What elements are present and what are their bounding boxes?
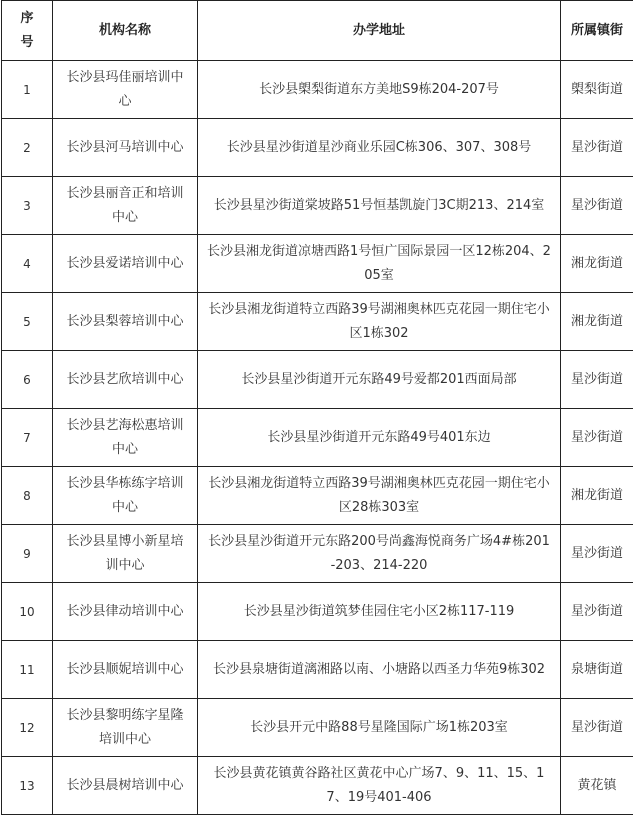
row-address: 长沙县星沙街道开元东路49号401东边 (198, 409, 561, 467)
row-address: 长沙县星沙街道开元东路49号爱都201西面局部 (198, 351, 561, 409)
row-address: 长沙县湘龙街道特立西路39号湖湘奥林匹克花园一期住宅小区28栋303室 (198, 467, 561, 525)
header-street: 所属镇街 (561, 1, 633, 61)
row-address: 长沙县黄花镇黄谷路社区黄花中心广场7、9、11、15、17、19号401-406 (198, 757, 561, 815)
row-index: 7 (2, 409, 53, 467)
header-address: 办学地址 (198, 1, 561, 61)
row-index: 11 (2, 641, 53, 699)
row-address: 长沙县星沙街道开元东路200号尚鑫海悦商务广场4#栋201-203、214-220 (198, 525, 561, 583)
table-row (2, 525, 633, 583)
row-street: 黄花镇 (561, 757, 633, 815)
row-street: 星沙街道 (561, 699, 633, 757)
row-name: 长沙县丽音正和培训中心 (53, 177, 198, 235)
row-name: 长沙县黎明练字星隆培训中心 (53, 699, 198, 757)
table-row (2, 293, 633, 351)
table-row (2, 119, 633, 177)
table-row (2, 409, 633, 467)
row-name: 长沙县梨蓉培训中心 (53, 293, 198, 351)
row-name: 长沙县律动培训中心 (53, 583, 198, 641)
row-address: 长沙县开元中路88号星隆国际广场1栋203室 (198, 699, 561, 757)
row-street: 湘龙街道 (561, 235, 633, 293)
row-name: 长沙县顺妮培训中心 (53, 641, 198, 699)
table-row (2, 351, 633, 409)
table-header-row (2, 1, 633, 61)
row-index: 9 (2, 525, 53, 583)
row-street: 湘龙街道 (561, 293, 633, 351)
row-name: 长沙县晨树培训中心 (53, 757, 198, 815)
header-index: 序号 (2, 1, 53, 61)
row-address: 长沙县星沙街道棠坡路51号恒基凯旋门3C期213、214室 (198, 177, 561, 235)
header-name: 机构名称 (53, 1, 198, 61)
row-address: 长沙县㮾梨街道东方美地S9栋204-207号 (198, 61, 561, 119)
table-row (2, 61, 633, 119)
institutions-table (1, 0, 633, 815)
table-row (2, 583, 633, 641)
table-row (2, 699, 633, 757)
row-street: 㮾梨街道 (561, 61, 633, 119)
row-address: 长沙县星沙街道筑梦佳园住宅小区2栋117-119 (198, 583, 561, 641)
row-index: 2 (2, 119, 53, 177)
row-name: 长沙县爱诺培训中心 (53, 235, 198, 293)
row-index: 1 (2, 61, 53, 119)
row-street: 星沙街道 (561, 177, 633, 235)
row-index: 3 (2, 177, 53, 235)
row-index: 6 (2, 351, 53, 409)
row-street: 星沙街道 (561, 525, 633, 583)
row-name: 长沙县艺欣培训中心 (53, 351, 198, 409)
row-name: 长沙县星博小新星培训中心 (53, 525, 198, 583)
row-address: 长沙县星沙街道星沙商业乐园C栋306、307、308号 (198, 119, 561, 177)
row-index: 10 (2, 583, 53, 641)
row-street: 星沙街道 (561, 583, 633, 641)
row-name: 长沙县艺海松惠培训中心 (53, 409, 198, 467)
table-row (2, 235, 633, 293)
row-index: 13 (2, 757, 53, 815)
row-street: 湘龙街道 (561, 467, 633, 525)
row-address: 长沙县湘龙街道特立西路39号湖湘奥林匹克花园一期住宅小区1栋302 (198, 293, 561, 351)
table-row (2, 757, 633, 815)
row-index: 5 (2, 293, 53, 351)
row-name: 长沙县华栋练字培训中心 (53, 467, 198, 525)
row-name: 长沙县河马培训中心 (53, 119, 198, 177)
row-index: 12 (2, 699, 53, 757)
row-address: 长沙县湘龙街道凉塘西路1号恒广国际景园一区12栋204、205室 (198, 235, 561, 293)
row-street: 星沙街道 (561, 409, 633, 467)
row-name: 长沙县玛佳丽培训中心 (53, 61, 198, 119)
row-street: 星沙街道 (561, 351, 633, 409)
table-row (2, 641, 633, 699)
table-row (2, 177, 633, 235)
row-index: 4 (2, 235, 53, 293)
row-street: 泉塘街道 (561, 641, 633, 699)
table-row (2, 467, 633, 525)
row-index: 8 (2, 467, 53, 525)
row-street: 星沙街道 (561, 119, 633, 177)
row-address: 长沙县泉塘街道漓湘路以南、小塘路以西圣力华苑9栋302 (198, 641, 561, 699)
